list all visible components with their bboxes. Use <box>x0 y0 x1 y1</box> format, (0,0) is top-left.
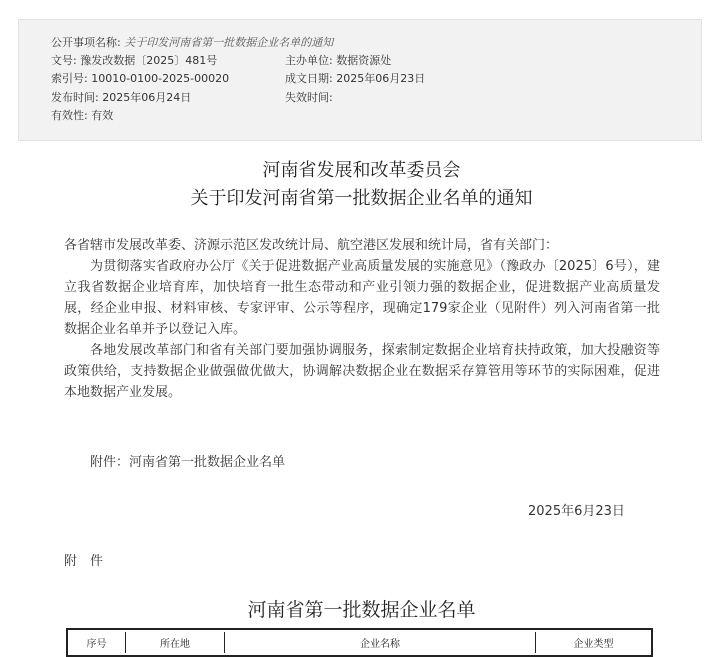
attachment-label: 附 件 <box>64 554 104 569</box>
col-header-company-name: 企业名称 <box>225 632 536 653</box>
meta-index-label: 索引号: <box>51 72 88 85</box>
salutation: 各省辖市发展改革委、济源示范区发改统计局、航空港区发展和统计局，省有关部门： <box>64 238 559 253</box>
paragraph-1: 为贯彻落实省政府办公厅《关于促进数据产业高质量发展的实施意见》（豫政办〔2025〕6号），建立我省数据企业培育库，加快培育一批生态带动和产业引领力强的数据企业，促进数据产业高质量发展，经企业申报、材料审核、专家评审、公示等程序，现确定179家企业（见附件）列入河南省第一批数据企业名单并予以登记入库。 <box>64 259 660 337</box>
attachment-title: 河南省第一批数据企业名单 <box>247 599 476 621</box>
meta-expire-row <box>285 91 333 105</box>
meta-validity-row <box>51 109 113 123</box>
meta-name-label: 公开事项名称: <box>51 36 121 49</box>
col-header-location: 所在地 <box>126 632 225 653</box>
document-date: 2025年6月23日 <box>528 504 625 519</box>
meta-created-label: 成文日期: <box>285 72 333 85</box>
document-title-line2: 关于印发河南省第一批数据企业名单的通知 <box>190 188 533 209</box>
meta-validity-label: 有效性: <box>51 109 88 122</box>
meta-host-unit-label: 主办单位: <box>285 54 333 67</box>
document-body <box>64 235 660 403</box>
attachment-note-block <box>64 452 660 473</box>
meta-created-row <box>285 72 425 86</box>
meta-host-unit-row <box>285 54 391 68</box>
meta-index-row <box>51 72 229 86</box>
enterprise-table-header <box>66 628 653 657</box>
meta-publish-row <box>51 91 191 105</box>
meta-host-unit-value: 数据资源处 <box>336 54 392 67</box>
attachment-note: 附件：河南省第一批数据企业名单 <box>90 455 286 470</box>
meta-name-value: 关于印发河南省第一批数据企业名单的通知 <box>124 36 334 49</box>
meta-publish-label: 发布时间: <box>51 91 99 104</box>
meta-expire-label: 失效时间: <box>285 91 333 104</box>
paragraph-2: 各地发展改革部门和省有关部门要加强协调服务，探索制定数据企业培育扶持政策，加大投融资等政策供给，支持数据企业做强做优做大，协调解决数据企业在数据采存算管用等环节的实际困难，促进本地数据产业发展。 <box>64 343 660 400</box>
meta-doc-no-row <box>51 54 217 68</box>
document-title-line1: 河南省发展和改革委员会 <box>262 160 461 181</box>
meta-publish-value: 2025年06月24日 <box>102 91 192 104</box>
meta-name-row <box>51 36 333 50</box>
meta-doc-no-value: 豫发改数据〔2025〕481号 <box>80 54 218 67</box>
col-header-index: 序号 <box>68 632 126 653</box>
meta-index-value: 10010-0100-2025-00020 <box>91 72 230 85</box>
col-header-company-type: 企业类型 <box>573 639 614 650</box>
meta-created-value: 2025年06月23日 <box>336 72 426 85</box>
metadata-panel <box>18 19 702 141</box>
meta-doc-no-label: 文号: <box>51 54 77 67</box>
meta-validity-value: 有效 <box>91 109 114 122</box>
